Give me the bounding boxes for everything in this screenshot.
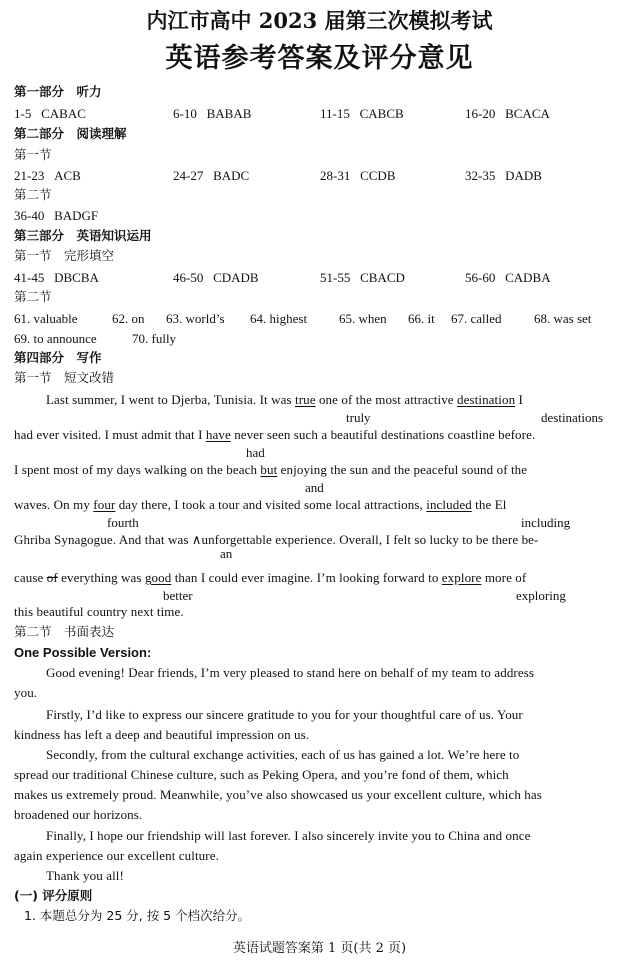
scoring-rule: 1. 本题总分为 25 分, 按 5 个档次给分。 [24,908,251,923]
essay-line: Finally, I hope our friendship will last forever. I also sincerely invite you to China and once [46,828,531,843]
correction-line: cause of everything was good than I could ever imagine. I’m looking forward to explore more of [14,570,527,585]
correction-fix: destinations [541,410,604,425]
correction-line: Ghriba Synagogue. And that was ∧unforgettable experience. Overall, I felt so lucky to be there be- [14,532,539,547]
error-word: included [426,497,472,512]
error-word: four [93,497,116,512]
correction-fix: and [305,480,324,495]
deleted-word: of [46,570,58,585]
fill-answer: 61. valuable [14,311,78,326]
correction-fix: better [163,588,193,603]
fill-answer: 62. on [112,311,145,326]
answer-group: 32-35 DADB [465,168,542,183]
correction-fix: truly [346,410,371,425]
answer-group: 56-60 CADBA [465,270,551,285]
section-label: 第二节 书面表达 [14,624,115,639]
answer-group: 24-27 BADC [173,168,250,183]
essay-line: broadened our horizons. [14,807,143,822]
error-word: but [260,462,278,477]
essay-line: makes us extremely proud. Meanwhile, you’ve also showcased us your excellent culture, which has [14,787,542,802]
section-label: 第二节 [14,187,52,202]
fill-answer: 64. highest [250,311,308,326]
essay-line: Firstly, I’d like to express our sincere gratitude to you for your thoughtful care of us. Your [46,707,523,722]
correction-fix: an [220,546,233,561]
fill-answer: 69. to announce [14,331,97,346]
correction-line: I spent most of my days walking on the beach but enjoying the sun and the peaceful sound of the [14,462,528,477]
correction-line: had ever visited. I must admit that I have never seen such a beautiful destinations coastline before. [14,427,536,442]
fill-answer: 70. fully [132,331,177,346]
essay-line: again experience our excellent culture. [14,848,219,863]
part1-heading: 第一部分 听力 [14,84,102,99]
answer-group: 41-45 DBCBA [14,270,99,285]
fill-answer: 65. when [339,311,387,326]
answer-group: 11-15 CABCB [320,106,404,121]
answer-group: 51-55 CBACD [320,270,405,285]
section-label: 第二节 [14,289,52,304]
part2-heading: 第二部分 阅读理解 [14,126,127,141]
fill-answer: 67. called [451,311,502,326]
answer-group: 21-23 ACB [14,168,81,183]
answer-group: 36-40 BADGF [14,208,99,223]
correction-fix: exploring [516,588,566,603]
insert-caret: ∧ [191,532,202,547]
answer-group: 46-50 CDADB [173,270,259,285]
scoring-heading: (一) 评分原则 [14,888,93,903]
essay-line: you. [14,685,38,700]
error-word: have [205,427,231,442]
error-word: destination [457,392,516,407]
essay-line: Thank you all! [46,868,124,883]
version-heading: One Possible Version: [14,645,152,660]
answer-group: 1-5 CABAC [14,106,86,121]
fill-answer: 66. it [408,311,435,326]
part4-heading: 第四部分 写作 [14,350,102,365]
answer-group: 28-31 CCDB [320,168,396,183]
error-word: good [144,570,172,585]
exam-title: 内江市高中 2023 届第三次模拟考试 [146,8,493,33]
essay-line: spread our traditional Chinese culture, such as Peking Opera, and you’re fond of them, which [14,767,509,782]
section-label: 第一节 [14,147,52,162]
part3-heading: 第三部分 英语知识运用 [14,228,152,243]
page-footer: 英语试题答案第 1 页(共 2 页) [232,941,407,956]
section-label: 第一节 短文改错 [14,370,115,385]
correction-fix: fourth [107,515,139,530]
answer-key-title: 英语参考答案及评分意见 [165,43,474,74]
correction-line: waves. On my four day there, I took a tour and visited some local attractions, included the El [14,497,507,512]
essay-line: kindness has left a deep and beautiful impression on us. [14,727,310,742]
fill-answer: 68. was set [534,311,592,326]
essay-line: Secondly, from the cultural exchange activities, each of us has gained a lot. We’re here to [46,747,520,762]
answer-group: 16-20 BCACA [465,106,550,121]
section-label: 第一节 完形填空 [14,248,115,263]
correction-line: Last summer, I went to Djerba, Tunisia. It was true one of the most attractive destination I [46,392,523,407]
fill-answer: 63. world’s [166,311,225,326]
answer-group: 6-10 BABAB [173,106,252,121]
error-word: explore [441,570,482,585]
correction-line: this beautiful country next time. [14,604,184,619]
essay-line: Good evening! Dear friends, I’m very pleased to stand here on behalf of my team to address [46,665,535,680]
correction-fix: including [521,515,571,530]
correction-fix: had [246,445,265,460]
error-word: true [294,392,316,407]
